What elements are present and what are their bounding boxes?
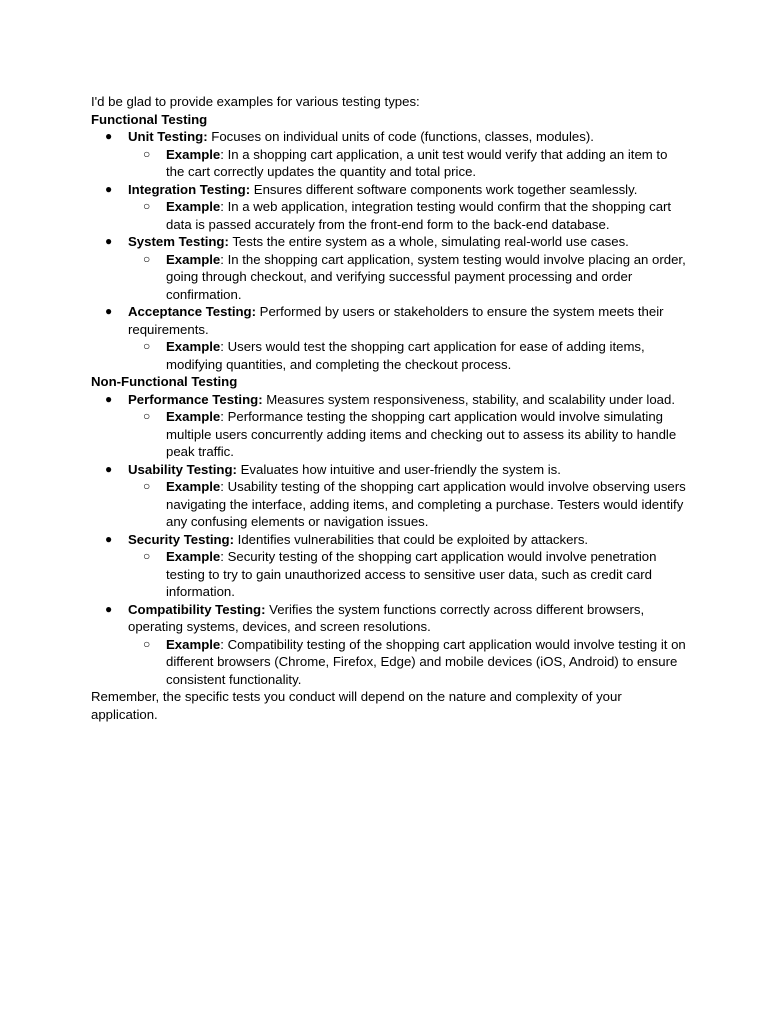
term-label: Acceptance Testing: <box>128 304 256 319</box>
term-description: Verifies the system functions correctly across different browsers, operating systems, devices, and screen resolutions. <box>128 601 645 634</box>
bullet-icon: ● <box>105 181 113 196</box>
hollow-bullet-icon: ○ <box>143 146 151 161</box>
bullet-icon: ● <box>105 234 113 248</box>
example-label: Example <box>166 409 221 424</box>
hollow-bullet-icon: ○ <box>143 339 151 353</box>
example-text: : Compatibility testing of the shopping cart application would involve testing it on different browsers (Chrome, Firefox, Edge) and mobile devices (iOS, Android) to ensure consistent functionality. <box>166 636 686 687</box>
bullet-icon: ● <box>105 461 113 476</box>
example-text: : In the shopping cart application, system testing would involve placing an order, going through checkout, and verifying successful payment processing and order confirmation. <box>166 251 686 302</box>
example-label: Example <box>166 479 221 494</box>
example-item <box>91 338 686 373</box>
section-heading-non-functional: Non-Functional Testing <box>91 374 238 389</box>
example-item <box>91 146 686 181</box>
example-text: : Usability testing of the shopping cart application would involve observing users navigating the interface, adding items, and completing a purchase. Testers would identify any confusing elements or navigation issues. <box>166 479 686 529</box>
non-functional-list <box>91 391 691 689</box>
list-item <box>91 181 684 199</box>
list-item <box>91 391 684 409</box>
example-item <box>91 408 686 461</box>
example-text: : Performance testing the shopping cart application would involve simulating multiple users concurrently adding items and checking out to assess its ability to handle peak traffic. <box>166 409 677 459</box>
list-item <box>91 128 684 146</box>
list-item <box>91 303 684 338</box>
term-label: Security Testing: <box>128 531 235 547</box>
example-label: Example <box>166 549 221 564</box>
term-description: Measures system responsiveness, stability, and scalability under load. <box>262 391 676 407</box>
document-body <box>91 93 691 723</box>
example-label: Example <box>166 339 221 354</box>
example-label: Example <box>166 251 221 267</box>
list-item <box>91 461 684 479</box>
list-item <box>91 601 684 636</box>
term-description: Performed by users or stakeholders to ensure the system meets their requirements. <box>128 304 664 337</box>
term-description: Focuses on individual units of code (functions, classes, modules). <box>207 129 594 144</box>
example-item <box>91 251 686 304</box>
term-label: Unit Testing: <box>128 129 208 144</box>
bullet-icon: ● <box>105 304 113 318</box>
hollow-bullet-icon: ○ <box>143 636 151 651</box>
example-label: Example <box>166 636 221 652</box>
example-item <box>91 548 686 601</box>
hollow-bullet-icon: ○ <box>143 251 151 266</box>
term-label: Compatibility Testing: <box>128 601 266 617</box>
example-label: Example <box>166 146 221 162</box>
hollow-bullet-icon: ○ <box>143 479 151 493</box>
term-description: Evaluates how intuitive and user-friendly the system is. <box>236 461 561 477</box>
section-heading-functional: Functional Testing <box>91 111 208 127</box>
example-text: : Security testing of the shopping cart application would involve penetration testing to try to gain unauthorized access to sensitive user data, such as credit card information. <box>166 549 657 599</box>
list-item <box>91 233 684 251</box>
term-label: System Testing: <box>128 234 229 249</box>
term-label: Performance Testing: <box>128 391 263 407</box>
bullet-icon: ● <box>105 531 113 546</box>
functional-list <box>91 128 691 373</box>
hollow-bullet-icon: ○ <box>143 549 151 563</box>
list-item <box>91 531 684 549</box>
example-item <box>91 478 686 531</box>
example-label: Example <box>166 199 221 214</box>
outro-text: Remember, the specific tests you conduct will depend on the nature and complexity of your application. <box>91 689 622 722</box>
term-description: Ensures different software components work together seamlessly. <box>250 181 638 197</box>
hollow-bullet-icon: ○ <box>143 409 151 423</box>
hollow-bullet-icon: ○ <box>143 199 151 213</box>
bullet-icon: ● <box>105 391 113 406</box>
intro-text: I'd be glad to provide examples for various testing types: <box>91 94 420 109</box>
term-description: Tests the entire system as a whole, simulating real-world use cases. <box>228 234 629 249</box>
example-text: : Users would test the shopping cart application for ease of adding items, modifying quantities, and completing the checkout process. <box>166 339 645 372</box>
term-label: Usability Testing: <box>128 461 237 477</box>
bullet-icon: ● <box>105 129 113 143</box>
example-text: : In a shopping cart application, a unit test would verify that adding an item to the cart correctly updates the quantity and total price. <box>166 146 668 179</box>
example-item <box>91 636 686 689</box>
term-label: Integration Testing: <box>128 181 251 197</box>
bullet-icon: ● <box>105 601 113 616</box>
term-description: Identifies vulnerabilities that could be exploited by attackers. <box>234 531 589 547</box>
example-item <box>91 198 686 233</box>
example-text: : In a web application, integration testing would confirm that the shopping cart data is passed accurately from the front-end form to the back-end database. <box>166 199 672 232</box>
